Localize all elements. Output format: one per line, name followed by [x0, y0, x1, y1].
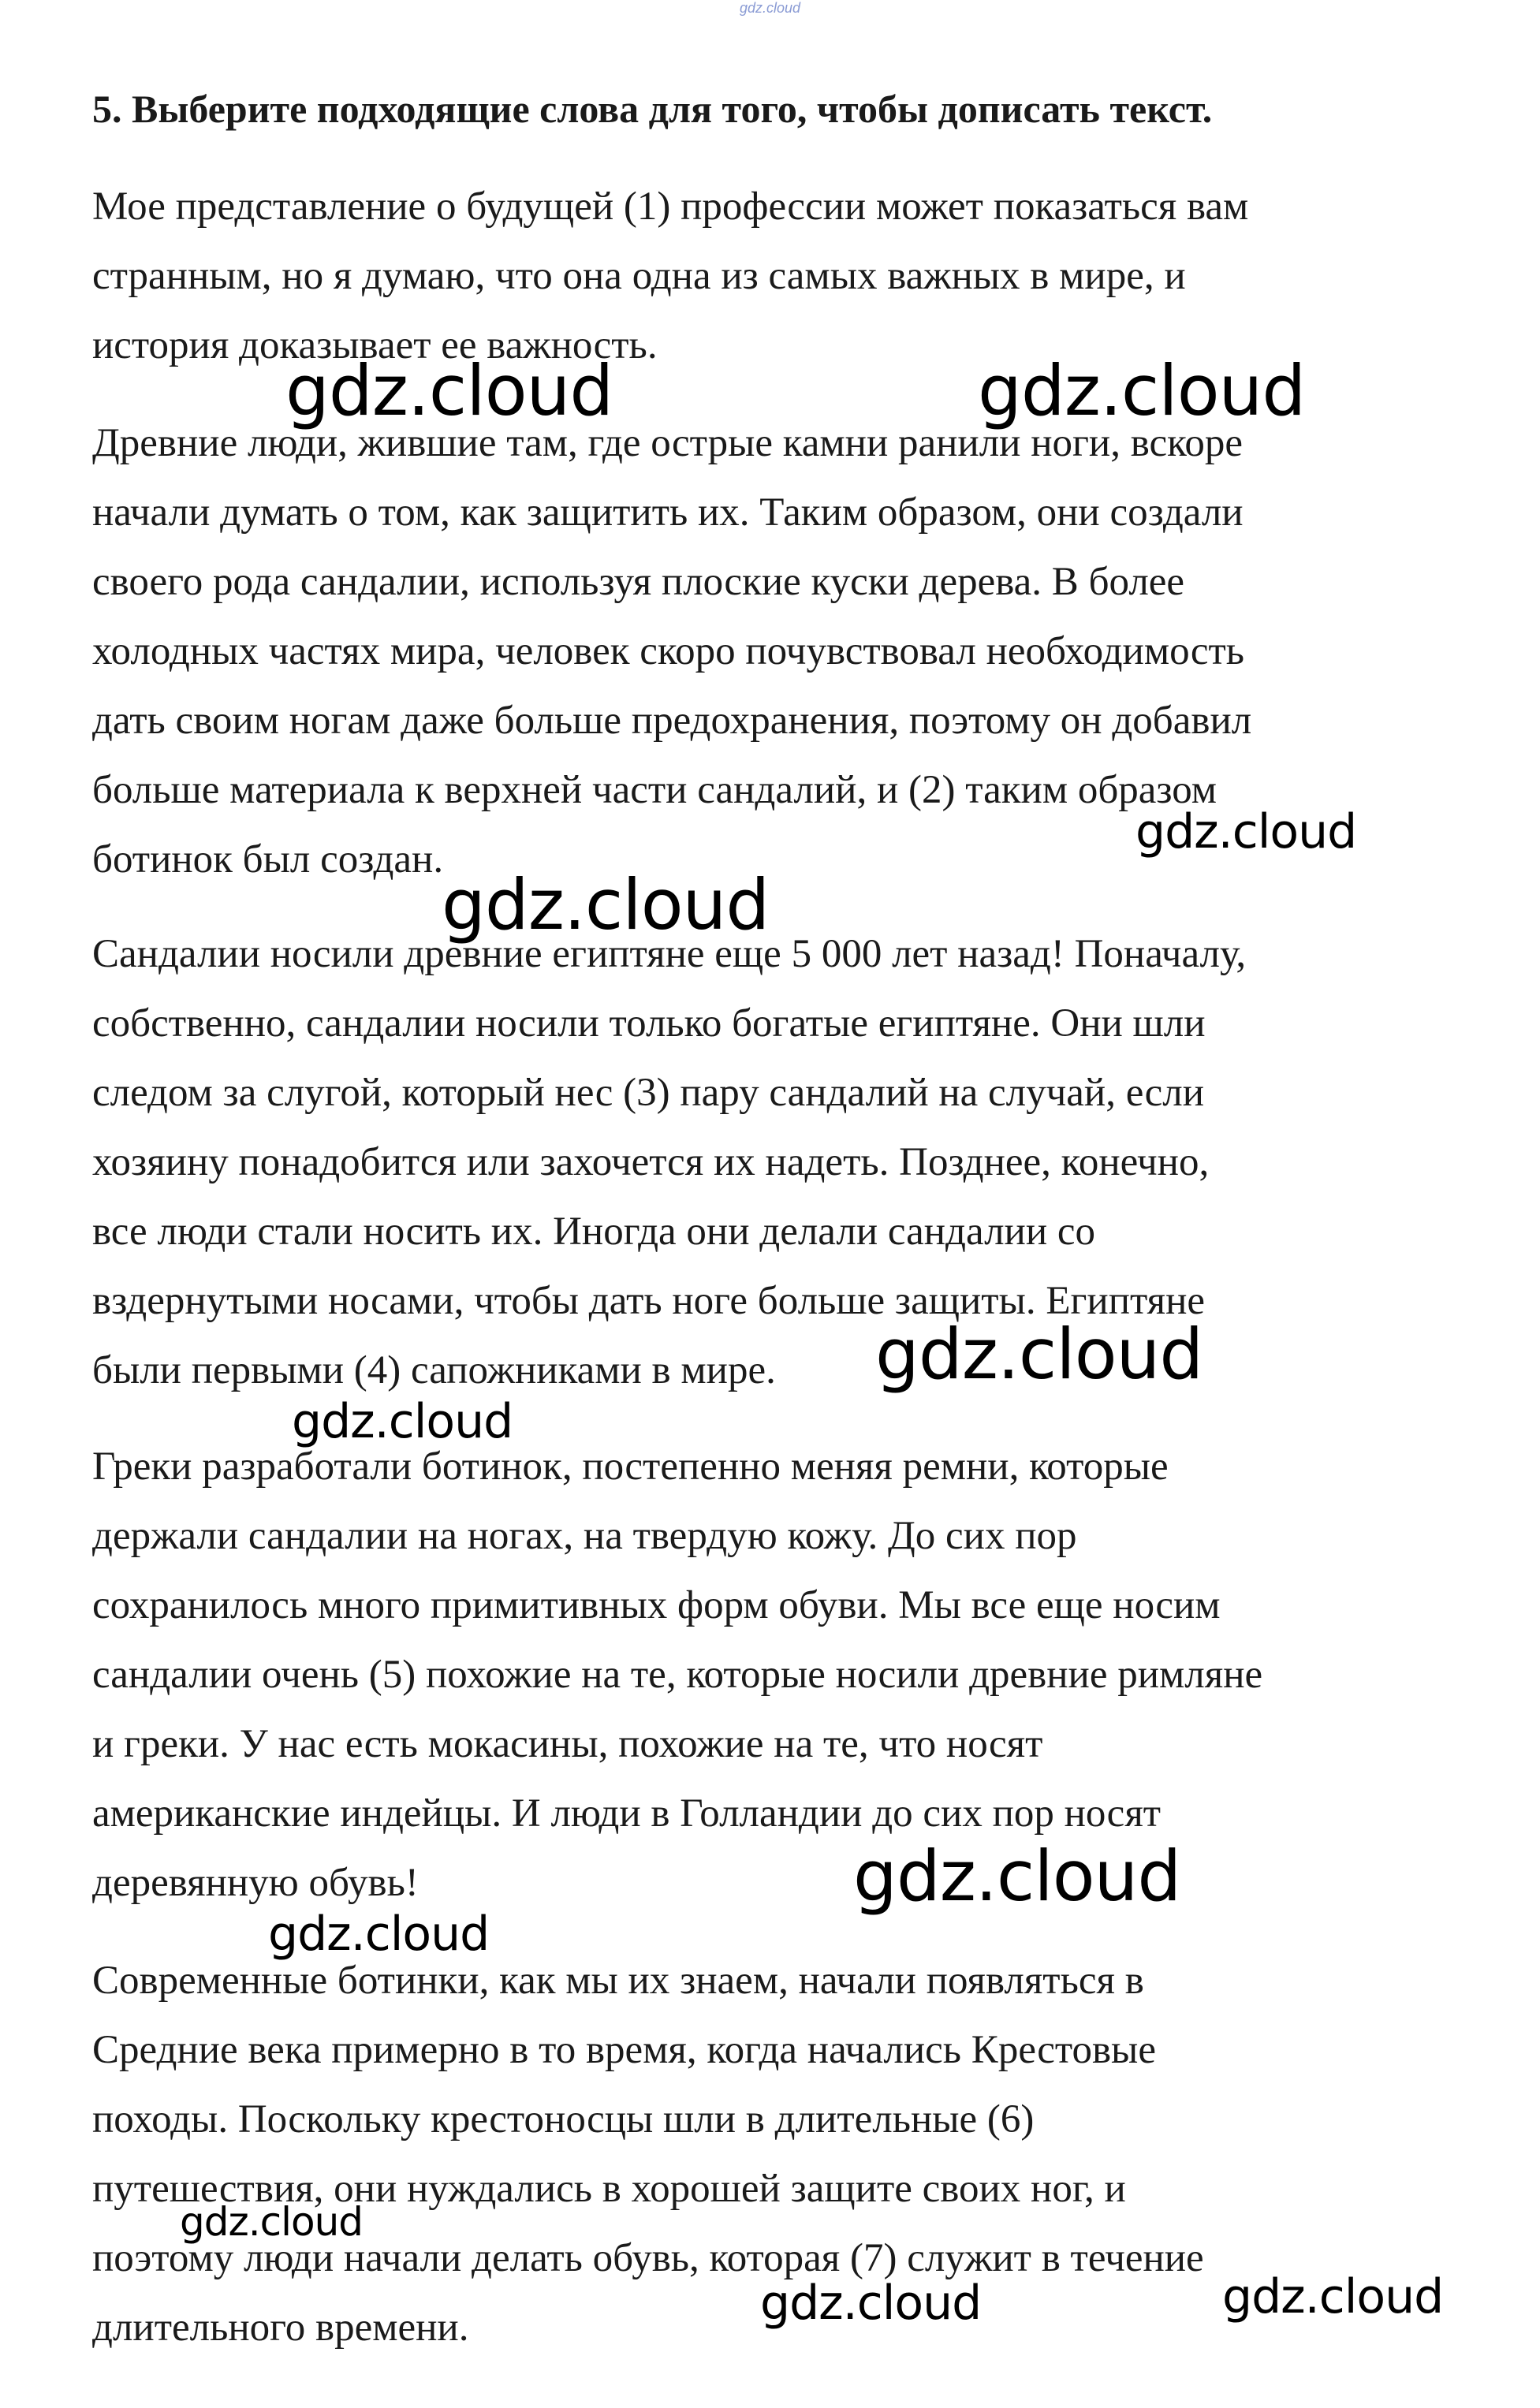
text-line: странным, но я думаю, что она одна из самых важных в мире, и	[92, 254, 1186, 298]
text-line: и греки. У нас есть мокасины, похожие на те, что носят	[92, 1722, 1043, 1766]
watermark: gdz.cloud	[978, 350, 1306, 431]
header-watermark: gdz.cloud	[739, 0, 801, 16]
exercise-title: 5. Выберите подходящие слова для того, чтобы дописать текст.	[92, 87, 1213, 131]
text-line: ботинок был создан.	[92, 837, 444, 882]
watermark: gdz.cloud	[268, 1907, 490, 1962]
text-line: следом за слугой, который нес (3) пару сандалий на случай, если	[92, 1071, 1204, 1115]
paragraph-1	[92, 172, 1480, 380]
text-line: Современные ботинки, как мы их знаем, начали появляться в	[92, 1959, 1144, 2003]
text-line: американские индейцы. И люди в Голландии до сих пор носят	[92, 1791, 1162, 1836]
text-line: длительного времени.	[92, 2305, 469, 2350]
text-line: Средние века примерно в то время, когда начались Крестовые	[92, 2028, 1156, 2072]
text-line: были первыми (4) сапожниками в мире.	[92, 1348, 776, 1392]
text-line: сандалии очень (5) похожие на те, которые носили древние римляне	[92, 1653, 1263, 1697]
paragraph-4	[92, 1432, 1480, 1918]
watermark: gdz.cloud	[760, 2276, 982, 2331]
text-line: все люди стали носить их. Иногда они делали сандалии со	[92, 1210, 1096, 1254]
watermark: gdz.cloud	[1222, 2269, 1444, 2324]
watermark: gdz.cloud	[1135, 804, 1357, 859]
watermark: gdz.cloud	[285, 350, 613, 431]
text-line: Греки разработали ботинок, постепенно меняя ремни, которые	[92, 1444, 1169, 1489]
text-line: начали думать о том, как защитить их. Таким образом, они создали	[92, 490, 1244, 535]
watermark: gdz.cloud	[853, 1836, 1181, 1917]
text-line: Сандалии носили древние египтяне еще 5 000 лет назад! Поначалу,	[92, 932, 1247, 976]
text-line: поэтому люди начали делать обувь, которая (7) служит в течение	[92, 2236, 1204, 2280]
paragraph-3	[92, 919, 1480, 1405]
text-line: хозяину понадобится или захочется их надеть. Позднее, конечно,	[92, 1140, 1210, 1184]
text-line: держали сандалии на ногах, на твердую кожу. До сих пор	[92, 1514, 1077, 1558]
text-line: своего рода сандалии, используя плоские куски дерева. В более	[92, 560, 1185, 604]
text-line: холодных частях мира, человек скоро почувствовал необходимость	[92, 629, 1245, 673]
text-line: деревянную обувь!	[92, 1861, 419, 1905]
text-line: история доказывает ее важность.	[92, 323, 658, 367]
text-line: больше материала к верхней части сандалий, и (2) таким образом	[92, 768, 1217, 812]
text-line: Древние люди, жившие там, где острые камни ранили ноги, вскоре	[92, 421, 1243, 465]
text-line: вздернутыми носами, чтобы дать ноге больше защиты. Египтяне	[92, 1279, 1205, 1323]
watermark: gdz.cloud	[292, 1394, 513, 1449]
text-line: дать своим ногам даже больше предохранения, поэтому он добавил	[92, 699, 1252, 743]
watermark: gdz.cloud	[180, 2199, 364, 2245]
watermark: gdz.cloud	[442, 864, 770, 945]
text-line: Мое представление о будущей (1) профессии может показаться вам	[92, 185, 1249, 229]
watermark: gdz.cloud	[875, 1314, 1203, 1395]
text-line: собственно, сандалии носили только богатые египтяне. Они шли	[92, 1001, 1206, 1046]
text-line: путешествия, они нуждались в хорошей защите своих ног, и	[92, 2167, 1126, 2211]
text-line: походы. Поскольку крестоносцы шли в длительные (6)	[92, 2097, 1035, 2141]
text-line: сохранилось много примитивных форм обуви. Мы все еще носим	[92, 1583, 1221, 1627]
